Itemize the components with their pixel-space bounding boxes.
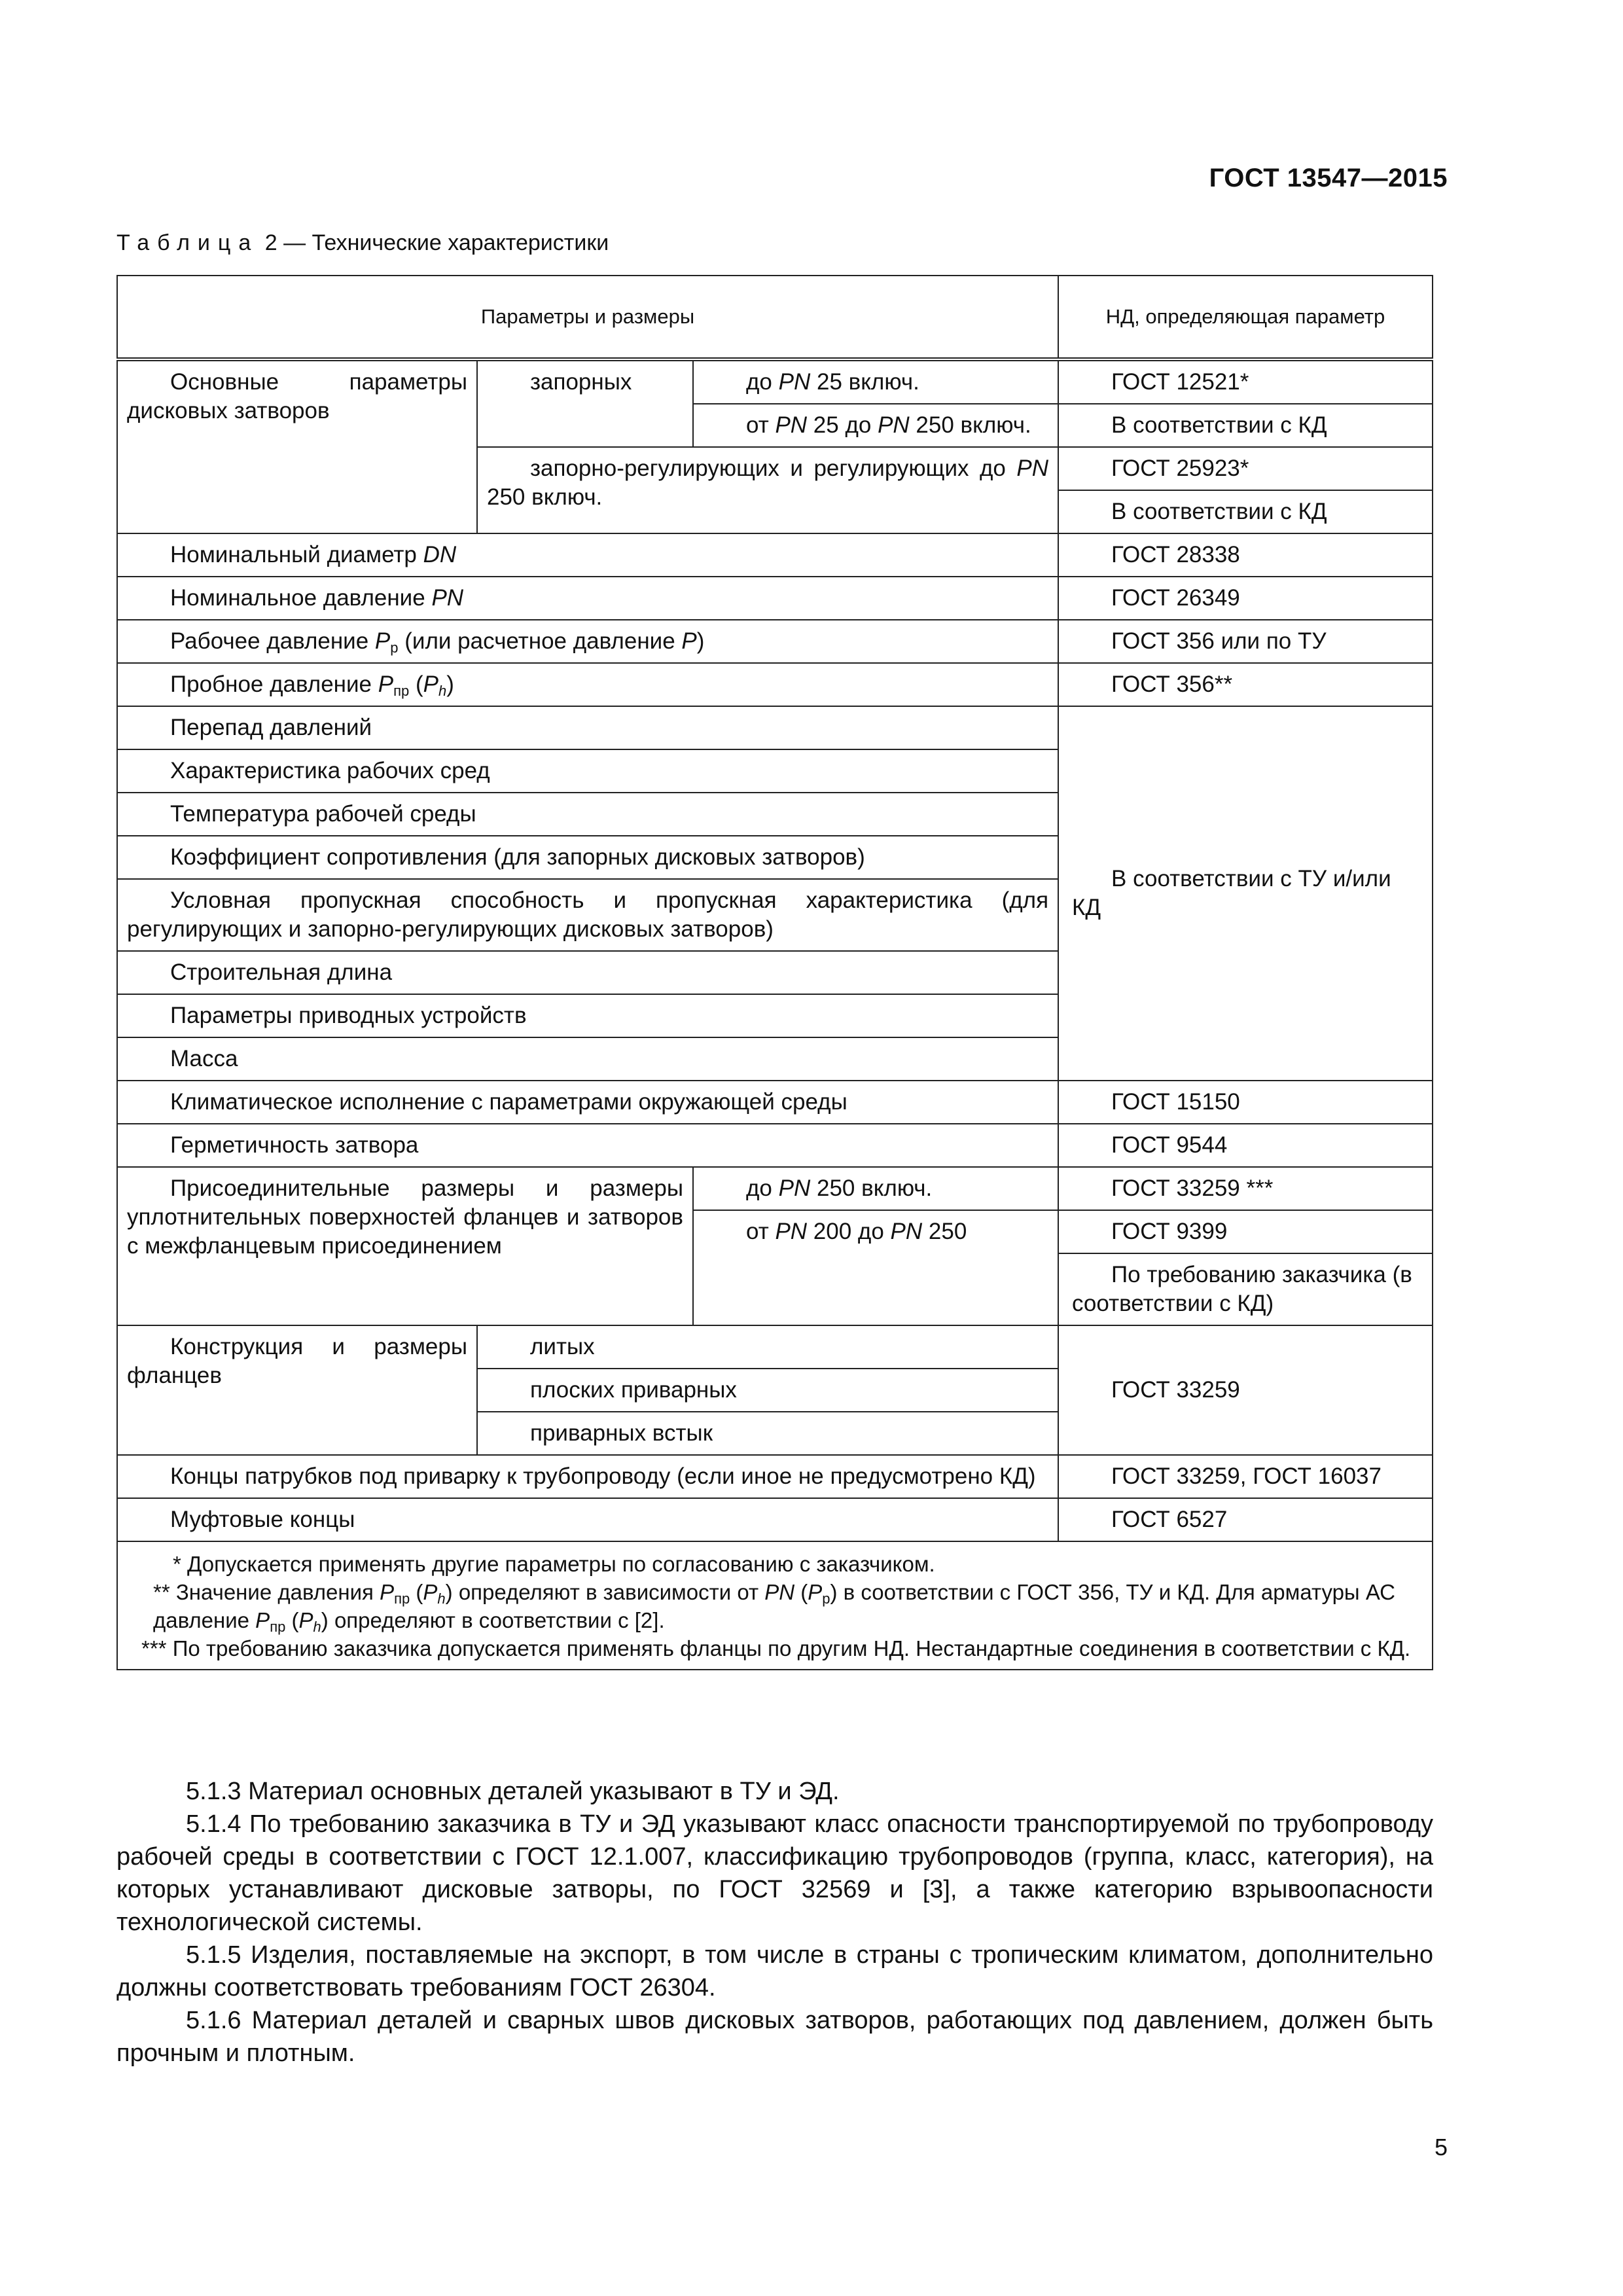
param-cell: Номинальное давление PN [117, 577, 1058, 620]
range-cell: до PN 25 включ. [693, 359, 1058, 404]
table-row [117, 663, 1433, 706]
table-caption [116, 230, 609, 256]
regulating-cell: запорно-регулирующих и регулирующих до PN 250 включ. [477, 447, 1058, 533]
nd-cell: ГОСТ 12521* [1058, 359, 1433, 404]
nd-cell: ГОСТ 356** [1058, 663, 1433, 706]
range-cell: от PN 200 до PN 250 [693, 1210, 1058, 1325]
param-cell: Рабочее давление $P_р$ (или расчетное давление P) [117, 620, 1058, 663]
table-row [117, 1325, 1433, 1369]
nd-cell: В соответствии с КД [1058, 404, 1433, 447]
nd-cell: ГОСТ 26349 [1058, 577, 1433, 620]
note-3: *** По требованию заказчика допускается применять фланцы по другим НД. Нестандартные соединения в соответствии с КД. [141, 1636, 1411, 1660]
table-row [117, 620, 1433, 663]
table-notes [117, 1541, 1433, 1670]
document-id: ГОСТ 13547—2015 [1209, 164, 1448, 192]
nd-cell: ГОСТ 33259, ГОСТ 16037 [1058, 1455, 1433, 1498]
table-row [117, 1124, 1433, 1167]
nd-cell: ГОСТ 33259 *** [1058, 1167, 1433, 1210]
table-row [117, 1498, 1433, 1541]
table-caption-prefix: Таблица [116, 230, 259, 255]
param-cell: Герметичность затвора [117, 1124, 1058, 1167]
param-cell: Условная пропускная способность и пропускная характеристика (для регулирующих и запорно-регулирующих дисковых затворов) [117, 879, 1058, 951]
table-row [117, 359, 1433, 404]
nd-cell: ГОСТ 15150 [1058, 1081, 1433, 1124]
table-header-row [117, 276, 1433, 359]
header-params: Параметры и размеры [117, 276, 1058, 359]
paragraph-5-1-6: 5.1.6 Материал деталей и сварных швов дисковых затворов, работающих под давлением, должен быть прочным и плотным. [116, 2007, 1433, 2067]
connection-cell: Присоединительные размеры и размеры уплотнительных поверхностей фланцев и затворов с межфланцевым присоединением [117, 1167, 693, 1325]
nd-cell: В соответствии с ТУ и/или КД [1058, 706, 1433, 1081]
flange-type-cell: плоских приварных [477, 1369, 1058, 1412]
table-notes-row [117, 1541, 1433, 1670]
nd-cell: ГОСТ 33259 [1058, 1325, 1433, 1455]
param-cell: Климатическое исполнение с параметрами окружающей среды [117, 1081, 1058, 1124]
param-cell: Концы патрубков под приварку к трубопроводу (если иное не предусмотрено КД) [117, 1455, 1058, 1498]
param-cell: Муфтовые концы [117, 1498, 1058, 1541]
paragraph-5-1-3: 5.1.3 Материал основных деталей указывают в ТУ и ЭД. [186, 1778, 840, 1805]
page-number: 5 [1434, 2134, 1448, 2161]
param-cell: Масса [117, 1037, 1058, 1081]
nd-cell: ГОСТ 28338 [1058, 533, 1433, 577]
main-params-cell: Основные параметры дисковых затворов [117, 359, 477, 533]
param-cell: Перепад давлений [117, 706, 1058, 749]
param-cell: Строительная длина [117, 951, 1058, 994]
note-2: ** Значение давления $P_{пр}$ $(P_h)$ определяют в зависимости от PN $(P_р)$ в соответствии с ГОСТ 356, ТУ и КД. Для арматуры АС давление $P_{пр}$ $(P_h)$ определяют в соответствии с [2]. [153, 1580, 1395, 1635]
nd-cell: ГОСТ 9544 [1058, 1124, 1433, 1167]
param-cell: Коэффициент сопротивления (для запорных дисковых затворов) [117, 836, 1058, 879]
range-cell: до PN 250 включ. [693, 1167, 1058, 1210]
table-row [117, 1081, 1433, 1124]
note-1: * Допускается применять другие параметры по согласованию с заказчиком. [173, 1552, 935, 1576]
nd-cell: ГОСТ 25923* [1058, 447, 1433, 490]
nd-cell: В соответствии с КД [1058, 490, 1433, 533]
flange-type-cell: литых [477, 1325, 1058, 1369]
table-caption-text: 2 — Технические характеристики [259, 230, 609, 255]
param-cell: Температура рабочей среды [117, 793, 1058, 836]
param-cell: Параметры приводных устройств [117, 994, 1058, 1037]
range-cell: от PN 25 до PN 250 включ. [693, 404, 1058, 447]
flange-type-cell: приварных встык [477, 1412, 1058, 1455]
param-cell: Характеристика рабочих сред [117, 749, 1058, 793]
flange-design-cell: Конструкция и размеры фланцев [117, 1325, 477, 1455]
paragraph-5-1-5: 5.1.5 Изделия, поставляемые на экспорт, в том числе в страны с тропическим климатом, дополнительно должны соответствовать требованиям ГОСТ 26304. [116, 1941, 1433, 2001]
table-row [117, 533, 1433, 577]
nd-cell: ГОСТ 356 или по ТУ [1058, 620, 1433, 663]
header-nd: НД, определяющая параметр [1058, 276, 1433, 359]
table-row [117, 1167, 1433, 1210]
nd-cell: По требованию заказчика (в соответствии с КД) [1058, 1253, 1433, 1325]
param-cell: Пробное давление $P_{пр}$ $(P_h)$ [117, 663, 1058, 706]
table-row [117, 1455, 1433, 1498]
table-row [117, 706, 1433, 749]
shutoff-cell: запорных [477, 359, 693, 447]
body-text [116, 1775, 1433, 2070]
table-row [117, 577, 1433, 620]
nd-cell: ГОСТ 6527 [1058, 1498, 1433, 1541]
paragraph-5-1-4: 5.1.4 По требованию заказчика в ТУ и ЭД указывают класс опасности транспортируемой по трубопроводу рабочей среды в соответствии с ГОСТ 12.1.007, классификацию трубопроводов (группа, класс, категория), на которых устанавливают дисковые затворы, по ГОСТ 32569 и [3], а также категорию взрывоопасности технологической системы. [116, 1810, 1433, 1936]
nd-cell: ГОСТ 9399 [1058, 1210, 1433, 1253]
technical-specs-table [116, 275, 1433, 1670]
param-cell: Номинальный диаметр DN [117, 533, 1058, 577]
